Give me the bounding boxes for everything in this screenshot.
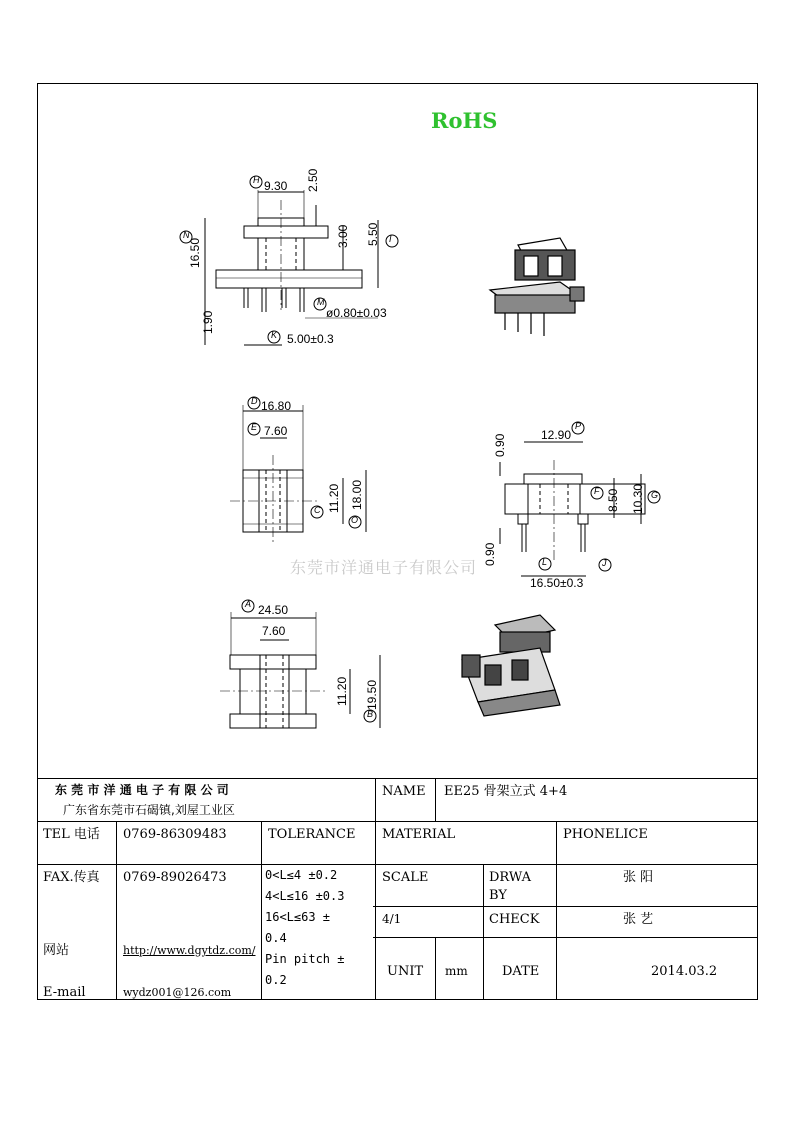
dim-1950: 19.50 <box>365 679 379 710</box>
side-view-drawing <box>205 190 378 345</box>
unit-value: mm <box>445 964 468 978</box>
label-l: L <box>542 557 548 567</box>
dim-1030: 10.30 <box>631 483 645 514</box>
dim-d: 16.80 <box>261 399 292 413</box>
dim-p: 12.90 <box>541 428 572 442</box>
check-value: 张 艺 <box>623 912 654 927</box>
tol-line-4: 0.4 <box>265 931 287 945</box>
label-h: H <box>253 175 260 185</box>
dim-550: 5.50 <box>366 222 380 246</box>
scale-value: 4/1 <box>382 912 402 926</box>
title-block <box>37 778 758 1000</box>
tol-line-6: 0.2 <box>265 973 287 987</box>
drawby-label-2: BY <box>489 888 507 903</box>
dim-250: 2.50 <box>306 168 320 192</box>
label-p: P <box>575 421 582 431</box>
dim-090a: 0.90 <box>493 433 507 457</box>
dim-090b: 0.90 <box>483 542 497 566</box>
tol-line-3: 16<L≤63 ± <box>265 910 331 924</box>
material-label: MATERIAL <box>382 827 456 842</box>
website-link[interactable]: http://www.dgytdz.com/ <box>123 944 256 957</box>
tolerance-label: TOLERANCE <box>268 827 356 842</box>
phonelice-label: PHONELICE <box>563 827 648 842</box>
unit-label: UNIT <box>387 964 424 979</box>
web-label: 网站 <box>43 943 70 958</box>
isometric-view-top <box>490 238 584 336</box>
fax-value: 0769-89026473 <box>123 870 227 885</box>
tel-label: TEL 电话 <box>43 827 100 842</box>
email-value: wydz001@126.com <box>123 986 232 999</box>
dim-h: 9.30 <box>264 179 288 193</box>
dim-1800: 18.00 <box>350 479 364 510</box>
rohs-mark: RoHS <box>431 108 498 133</box>
dim-m: ø0.80±0.03 <box>326 306 387 320</box>
label-e: E <box>251 422 258 432</box>
isometric-view-bottom <box>462 615 560 716</box>
date-value: 2014.03.2 <box>651 964 718 979</box>
label-k: K <box>271 330 278 340</box>
front-view-drawing <box>500 442 645 576</box>
label-d: D <box>251 396 258 406</box>
tolerance-list <box>261 864 348 992</box>
tol-line-2: 4<L≤16 ±0.3 <box>265 889 345 903</box>
company-address: 广东省东莞市石碣镇,刘屋工业区 <box>63 803 235 817</box>
label-o: O <box>351 515 359 525</box>
dim-760-bottom: 7.60 <box>262 624 286 638</box>
scale-label: SCALE <box>382 870 429 885</box>
dim-l: 16.50±0.3 <box>530 576 584 590</box>
watermark: 东莞市洋通电子有限公司 <box>290 558 478 577</box>
dim-300: 3.00 <box>336 224 350 248</box>
label-i: I <box>389 234 392 244</box>
dim-1650: 16.50 <box>188 237 202 268</box>
dim-1120-mid: 11.20 <box>327 483 341 513</box>
dim-850: 8.50 <box>606 488 620 512</box>
dim-e: 7.60 <box>264 424 288 438</box>
date-label: DATE <box>502 964 540 979</box>
plan-view-drawing <box>220 612 380 728</box>
label-j: J <box>602 558 607 568</box>
tol-line-1: 0<L≤4 ±0.2 <box>265 868 338 882</box>
label-a: A <box>245 599 252 609</box>
label-b: B <box>367 709 374 719</box>
label-m: M <box>317 297 325 307</box>
label-n: N <box>183 230 190 240</box>
name-value: EE25 骨架立式 4+4 <box>444 784 568 799</box>
tol-line-5: Pin pitch ± <box>265 952 345 966</box>
tel-value: 0769-86309483 <box>123 827 227 842</box>
drawby-value: 张 阳 <box>623 870 654 885</box>
dim-1120-bottom: 11.20 <box>335 676 349 706</box>
dim-a: 24.50 <box>258 603 289 617</box>
dim-190: 1.90 <box>201 310 215 334</box>
name-label: NAME <box>382 784 426 799</box>
label-g: G <box>651 490 659 500</box>
drawby-label-1: DRWA <box>489 870 532 885</box>
check-label: CHECK <box>489 912 540 927</box>
label-c: C <box>314 505 321 515</box>
email-label: E-mail <box>43 985 86 1000</box>
label-f: F <box>594 486 600 496</box>
company-name: 东 莞 市 洋 通 电 子 有 限 公 司 <box>55 783 229 797</box>
fax-label: FAX.传真 <box>43 870 100 885</box>
dim-k: 5.00±0.3 <box>287 332 334 346</box>
